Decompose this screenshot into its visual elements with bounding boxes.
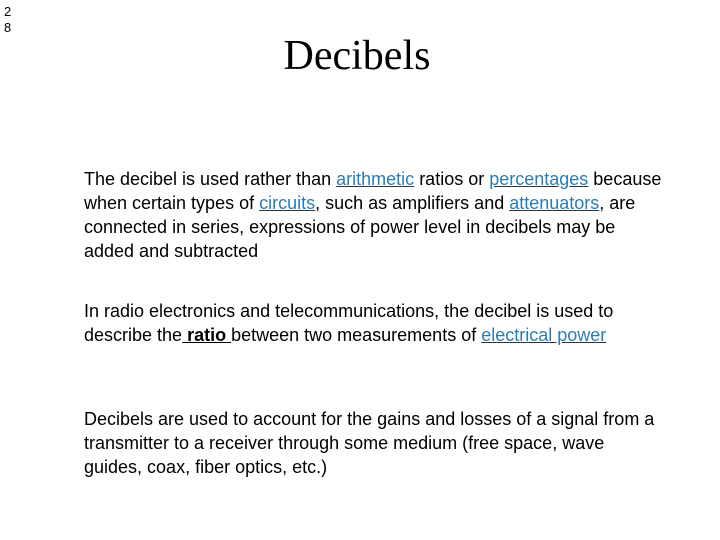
link-arithmetic[interactable]: arithmetic	[336, 169, 415, 189]
text: , are connected in series, expressions of power level in decibels may be added and subtracted	[84, 193, 636, 261]
text: , such as amplifiers and	[315, 193, 510, 213]
slide-number-digit-1: 2	[4, 4, 12, 19]
slide-title: Decibels	[283, 33, 431, 79]
link-electrical-power[interactable]: electrical power	[481, 325, 607, 345]
link-percentages[interactable]: percentages	[489, 169, 589, 189]
text: ratios or	[414, 169, 490, 189]
text: In radio electronics and telecommunications, the decibel is used to describe the	[84, 301, 614, 345]
underlined-ratio: ratio	[182, 325, 232, 345]
paragraph-gains-losses	[84, 407, 664, 479]
paragraph-decibel-usage	[84, 167, 664, 263]
text: between two measurements of	[231, 325, 482, 345]
paragraph-radio-electronics	[84, 299, 664, 347]
link-circuits[interactable]: circuits	[259, 193, 316, 213]
text: The decibel is used rather than	[84, 169, 337, 189]
slide-number-digit-2: 8	[4, 20, 12, 35]
text: Decibels are used to account for the gains and losses of a signal from a transmitter to a receiver through some medium (free space, wave guides, coax, fiber optics, etc.)	[84, 409, 655, 477]
text: because when certain types of	[84, 169, 662, 213]
link-attenuators[interactable]: attenuators	[509, 193, 600, 213]
